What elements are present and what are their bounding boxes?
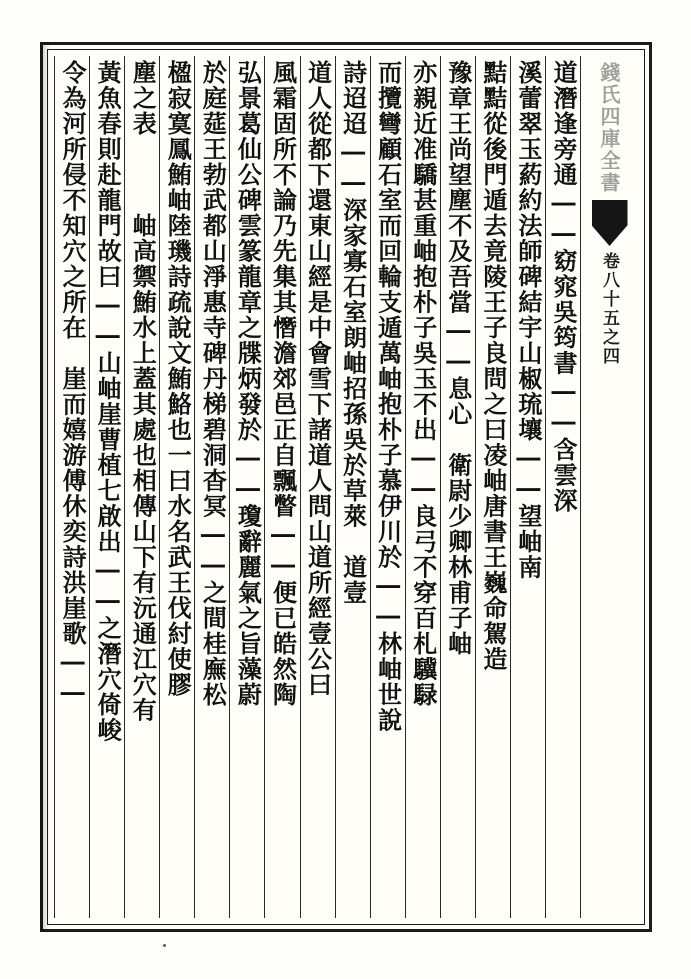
- column-text: 而攬彎顧石室而回輪支遁萬岫抱朴子慕伊川於――林岫世說: [373, 60, 403, 733]
- text-column: [54, 56, 89, 918]
- text-column: [475, 56, 510, 918]
- text-column: [89, 56, 124, 918]
- column-text: 楹寂寞鳳鮪岫陸璣詩疏說文鮪鮥也一曰水名武王伐紂使膠: [163, 60, 193, 698]
- text-column: [194, 56, 229, 918]
- column-text: 黃魚春則赴龍門故曰――山岫崖曹植七啟出――之潛穴倚峻: [93, 60, 123, 743]
- banner-title-top: 錢氏四庫全書: [597, 62, 621, 194]
- column-text: 道潛逢旁通――窈窕吳筠書――含雲深: [548, 60, 578, 514]
- column-text: 道人從都下還東山經是中會雪下諸道人問山道所經壹公曰: [303, 60, 333, 698]
- column-text: 詩迢迢――深家寡石室朗岫招孫吳於草萊 道壹: [338, 60, 368, 606]
- text-column: [510, 56, 545, 918]
- text-column: [440, 56, 475, 918]
- text-column: [159, 56, 194, 918]
- text-columns: [54, 56, 638, 918]
- page-frame-inner: [47, 49, 645, 925]
- text-column: [545, 56, 580, 918]
- column-text: 塵之表 岫高禦鮪水上蓋其處也相傳山下有沅通江穴有: [128, 60, 158, 723]
- column-text: 黠黠從後門遁去竟陵王子良問之曰凌岫唐書王巍命駕造: [478, 60, 508, 672]
- column-text: 豫章王尚望塵不及吾當――息心 衛尉少卿林甫子岫: [443, 60, 473, 657]
- text-column: [264, 56, 299, 918]
- paper-speck: [163, 944, 166, 947]
- text-column: [405, 56, 440, 918]
- column-text: 於庭莚王勃武都山淨惠寺碑丹梯碧洞杳冥――之間桂廡松: [198, 60, 228, 708]
- column-text: 弘景葛仙公碑雲篆龍章之牒炳發於――瓊辭麗氣之旨藻蔚: [233, 60, 263, 708]
- column-text: 令為河所侵不知穴之所在 崖而嬉游傅休奕詩洪崖歌――: [58, 60, 88, 708]
- column-banner: [580, 56, 638, 918]
- fish-tail-mark: [592, 200, 628, 246]
- column-text: 風霜固所不論乃先集其憯澹郊邑正自飄瞥――便已皓然陶: [268, 60, 298, 708]
- text-column: [124, 56, 159, 918]
- text-column: [300, 56, 335, 918]
- text-column: [370, 56, 405, 918]
- column-text: 溪蕾翠玉葯約法師碑結宇山椒琉壤――望岫南: [513, 60, 543, 580]
- text-column: [229, 56, 264, 918]
- text-column: [335, 56, 370, 918]
- page-frame: [40, 42, 652, 932]
- banner-volume-label: 卷八十五之四: [599, 252, 619, 366]
- column-text: 亦親近准驕甚重岫抱朴子吳玉不出――良弓不穿百札驥騄: [408, 60, 438, 708]
